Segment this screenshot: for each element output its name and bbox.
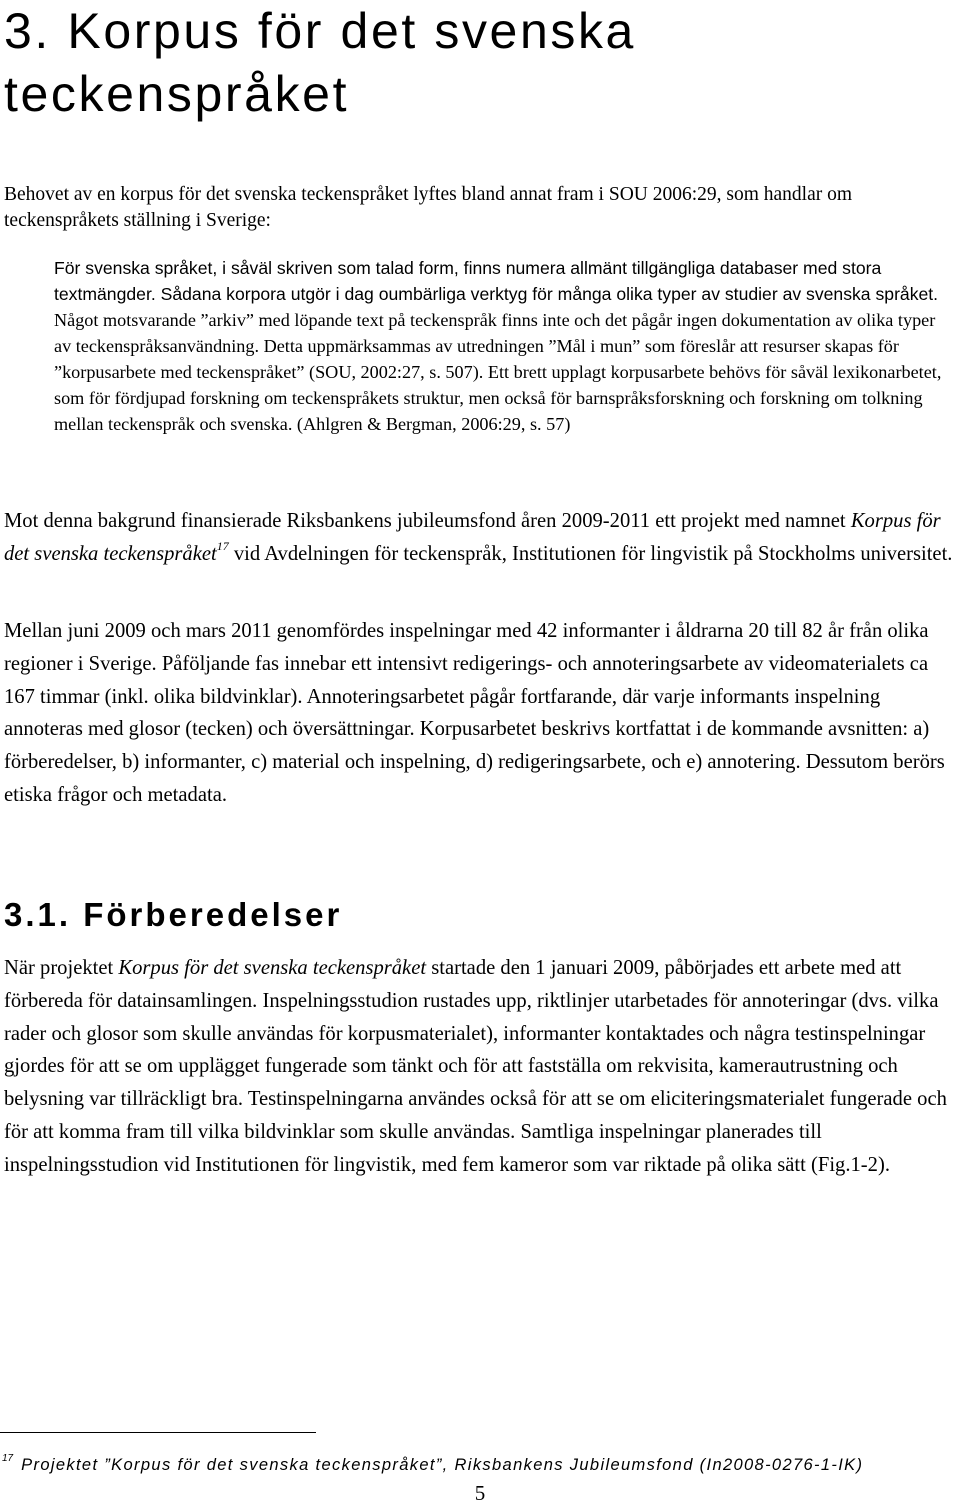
project-title: Korpus för det svenska teckenspråket	[4, 510, 941, 565]
footnote-reference[interactable]: 17	[216, 538, 229, 553]
quote-lead-text: För svenska språket, i såväl skriven som talad form, finns numera allmänt tillgängliga databaser med stora textmängder. Sådana korpora utgör i dag oumbärliga verktyg för många olika typer av studier av svenska språket.	[54, 258, 939, 304]
preparations-paragraph	[4, 952, 958, 1182]
footnote-mark: 17	[2, 1453, 14, 1464]
funding-paragraph	[4, 505, 958, 571]
chapter-heading: 3. Korpus för det svenska teckenspråket	[4, 3, 636, 122]
recording-paragraph: Mellan juni 2009 och mars 2011 genomfördes inspelningar med 42 informanter i åldrarna 20 till 82 år från olika regioner i Sverige. Påföljande fas innebar ett intensivt redigerings- och annoteringsarbete av videomaterialets ca 167 timmar (inkl. olika bildvinklar). Annoteringsarbetet pågår fortfarande, där varje informants inspelning annoteras med glosor (tecken) och översättningar. Korpusarbetet beskrivs kortfattat i de kommande avsnitten: a) förberedelser, b) informanter, c) material och inspelning, d) redigeringsarbete, och e) annotering. Dessutom berörs etiska frågor och metadata.	[4, 620, 945, 806]
funding-text-after: vid Avdelningen för teckenspråk, Institutionen för lingvistik på Stockholms universitet.	[228, 542, 953, 565]
funding-text-before: Mot denna bakgrund finansierade Riksbankens jubileumsfond åren 2009-2011 ett projekt med namnet	[4, 510, 851, 532]
section-heading: 3.1. Förberedelser	[4, 896, 343, 933]
footnote-text: Projektet ”Korpus för det svenska teckenspråket”, Riksbankens Jubileumsfond (In2008-0276-1-IK)	[21, 1456, 864, 1474]
quote-rest-text: Något motsvarande ”arkiv” med löpande text på teckenspråk finns inte och det pågår ingen dokumentation av olika typer av teckenspråksanvändning. Detta uppmärksammas av utredningen ”Mål i mun” som föreslår att resurser skapas för ”korpusarbete med teckenspråket” (SOU, 2002:27, s. 507). Ett brett upplagt korpusarbete behövs för såväl lexikonarbetet, som för fördjupad forskning om teckenspråkets struktur, men också för barnspråksforskning och forskning om tolkning mellan teckenspråk och svenska. (Ahlgren & Bergman, 2006:29, s. 57)	[54, 310, 942, 434]
preparations-text-after: startade den 1 januari 2009, påbörjades ett arbete med att förbereda för datainsamlingen. Inspelningsstudion rustades upp, riktlinjer utarbetades för annoteringar (dvs. vilka rader och glosor som skulle användas för korpusmaterialet), informanter kontaktades och några testinspelningar gjordes för att se om upplägget fungerade som tänkt och för att fastställa om rekvisita, kamerautrustning och belysning var tillräckligt bra. Testinspelningarna användes också för att se om eliciteringsmaterialet fungerade och för att komma fram till vilka bildvinklar som skulle användas. Samtliga inspelningar planerades till inspelningsstudion vid Institutionen för lingvistik, med fem kameror som var riktade på olika sätt (Fig.1-2).	[4, 957, 947, 1176]
project-title-2: Korpus för det svenska teckenspråket	[118, 957, 427, 979]
footnote-separator	[0, 1432, 316, 1433]
page-number: 5	[474, 1481, 486, 1505]
footnote	[2, 1447, 952, 1477]
block-quote	[54, 255, 954, 437]
preparations-text-before: När projektet	[4, 957, 119, 979]
intro-paragraph: Behovet av en korpus för det svenska teckenspråket lyftes bland annat fram i SOU 2006:29, som handlar om teckenspråkets ställning i Sverige:	[4, 184, 853, 231]
